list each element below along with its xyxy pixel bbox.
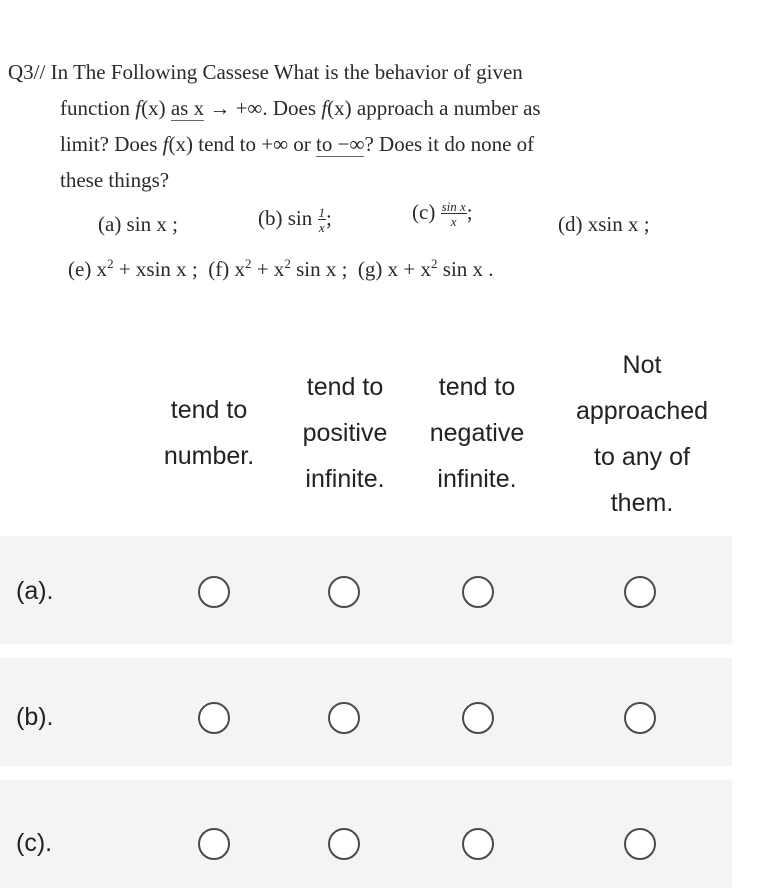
question-line-3: limit? Does f(x) tend to +∞ or to −∞? Does it do none of bbox=[60, 132, 535, 156]
question-line-4: these things? bbox=[60, 168, 170, 192]
radio-a-none[interactable] bbox=[624, 576, 656, 608]
fraction-sinx-over-x: $\frac{\text{sin x}}{x}$ bbox=[441, 199, 466, 230]
item-c: (c) $\frac{\text{sin x}}{x}$ ; bbox=[412, 199, 473, 230]
radio-a-negative-infinite[interactable] bbox=[462, 576, 494, 608]
radio-c-number[interactable] bbox=[198, 828, 230, 860]
items-row-2: (e) $x^2 + xsin$ x ; (f) $x^2 + x^2$ sin x ; (g) $x + x^2$ sin x . bbox=[68, 256, 494, 281]
radio-b-none[interactable] bbox=[624, 702, 656, 734]
option-row-b bbox=[0, 658, 732, 766]
item-b: (b) sin $\frac{1}{x}$ ; bbox=[258, 205, 332, 236]
radio-b-number[interactable] bbox=[198, 702, 230, 734]
question-text bbox=[0, 0, 779, 300]
option-row-c bbox=[0, 780, 732, 888]
item-a: (a) sin x ; bbox=[98, 212, 178, 236]
item-d: (d) xsin x ; bbox=[558, 212, 650, 236]
row-label-c: (c). bbox=[16, 829, 53, 857]
radio-a-positive-infinite[interactable] bbox=[328, 576, 360, 608]
radio-b-negative-infinite[interactable] bbox=[462, 702, 494, 734]
column-header-positive-infinite: tend to positive infinite. bbox=[302, 373, 388, 493]
radio-c-negative-infinite[interactable] bbox=[462, 828, 494, 860]
column-header-none: Not approached to any of them. bbox=[575, 351, 709, 517]
question-line-2: function f(x) as x → +∞. Does f(x) approach a number as bbox=[60, 96, 541, 120]
radio-c-positive-infinite[interactable] bbox=[328, 828, 360, 860]
question-line-1: Q3// In The Following Cassese What is the behavior of given bbox=[8, 60, 523, 84]
column-header-negative-infinite: tend to negative infinite. bbox=[429, 373, 525, 493]
row-label-a: (a). bbox=[16, 577, 54, 605]
row-label-b: (b). bbox=[16, 703, 54, 731]
column-header-number: tend to number. bbox=[163, 396, 255, 470]
radio-a-number[interactable] bbox=[198, 576, 230, 608]
radio-c-none[interactable] bbox=[624, 828, 656, 860]
fraction-1-over-x: $\frac{1}{x}$ bbox=[318, 205, 325, 236]
radio-b-positive-infinite[interactable] bbox=[328, 702, 360, 734]
option-row-a bbox=[0, 536, 732, 644]
